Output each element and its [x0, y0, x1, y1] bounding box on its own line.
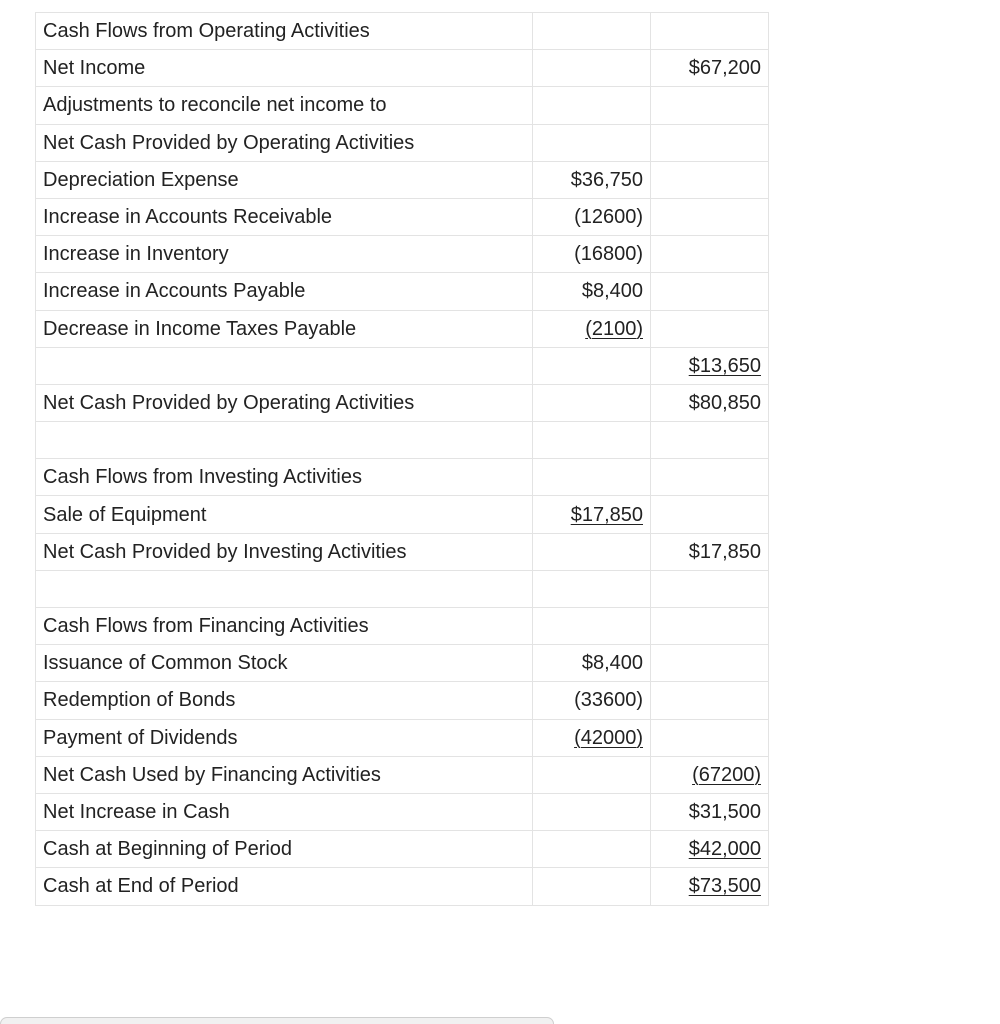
table-row [36, 756, 769, 793]
horizontal-scrollbar[interactable] [0, 1017, 554, 1024]
total-cell [651, 719, 769, 756]
row-label [36, 422, 533, 459]
table-row [36, 50, 769, 87]
row-label: Net Cash Provided by Operating Activities [36, 384, 533, 421]
row-label: Net Cash Provided by Operating Activities [36, 124, 533, 161]
total-cell [651, 87, 769, 124]
total-cell: $42,000 [651, 831, 769, 868]
total-cell [651, 310, 769, 347]
total-cell [651, 161, 769, 198]
table-row [36, 422, 769, 459]
total-cell [651, 236, 769, 273]
row-label: Adjustments to reconcile net income to [36, 87, 533, 124]
table-row [36, 161, 769, 198]
amount-cell: $36,750 [533, 161, 651, 198]
table-row [36, 645, 769, 682]
amount-cell [533, 50, 651, 87]
amount-cell [533, 459, 651, 496]
row-label: Issuance of Common Stock [36, 645, 533, 682]
amount-cell [533, 756, 651, 793]
table-row [36, 310, 769, 347]
table-row [36, 273, 769, 310]
amount-cell: (16800) [533, 236, 651, 273]
row-label: Cash Flows from Investing Activities [36, 459, 533, 496]
row-label: Redemption of Bonds [36, 682, 533, 719]
row-label: Net Cash Used by Financing Activities [36, 756, 533, 793]
amount-cell [533, 384, 651, 421]
amount-cell: $8,400 [533, 273, 651, 310]
amount-cell [533, 13, 651, 50]
total-cell [651, 459, 769, 496]
amount-cell [533, 868, 651, 905]
table-row [36, 868, 769, 905]
total-cell: $67,200 [651, 50, 769, 87]
row-label: Cash Flows from Financing Activities [36, 608, 533, 645]
table-row [36, 496, 769, 533]
row-label: Net Cash Provided by Investing Activities [36, 533, 533, 570]
amount-cell: (2100) [533, 310, 651, 347]
amount-cell [533, 793, 651, 830]
row-label: Decrease in Income Taxes Payable [36, 310, 533, 347]
row-label: Net Increase in Cash [36, 793, 533, 830]
amount-cell: (42000) [533, 719, 651, 756]
table-row [36, 570, 769, 607]
row-label: Increase in Inventory [36, 236, 533, 273]
amount-cell: (33600) [533, 682, 651, 719]
total-cell [651, 273, 769, 310]
amount-cell [533, 124, 651, 161]
total-cell [651, 682, 769, 719]
row-label [36, 347, 533, 384]
total-cell [651, 124, 769, 161]
total-cell [651, 645, 769, 682]
row-label: Increase in Accounts Receivable [36, 198, 533, 235]
amount-cell [533, 87, 651, 124]
cash-flow-statement-table [35, 12, 769, 906]
table-row [36, 87, 769, 124]
row-label [36, 570, 533, 607]
table-row [36, 533, 769, 570]
total-cell: $17,850 [651, 533, 769, 570]
amount-cell [533, 831, 651, 868]
table-row [36, 198, 769, 235]
amount-cell: $17,850 [533, 496, 651, 533]
table-row [36, 682, 769, 719]
total-cell [651, 496, 769, 533]
row-label: Increase in Accounts Payable [36, 273, 533, 310]
row-label: Cash at End of Period [36, 868, 533, 905]
total-cell: $31,500 [651, 793, 769, 830]
row-label: Sale of Equipment [36, 496, 533, 533]
amount-cell [533, 608, 651, 645]
table-row [36, 13, 769, 50]
row-label: Net Income [36, 50, 533, 87]
total-cell: $80,850 [651, 384, 769, 421]
total-cell [651, 13, 769, 50]
total-cell [651, 422, 769, 459]
row-label: Depreciation Expense [36, 161, 533, 198]
row-label: Cash at Beginning of Period [36, 831, 533, 868]
table-row [36, 384, 769, 421]
amount-cell: (12600) [533, 198, 651, 235]
table-row [36, 608, 769, 645]
amount-cell [533, 533, 651, 570]
amount-cell [533, 422, 651, 459]
row-label: Payment of Dividends [36, 719, 533, 756]
table-row [36, 793, 769, 830]
table-row [36, 459, 769, 496]
amount-cell [533, 347, 651, 384]
table-row [36, 124, 769, 161]
total-cell [651, 198, 769, 235]
table-row [36, 719, 769, 756]
total-cell [651, 570, 769, 607]
row-label: Cash Flows from Operating Activities [36, 13, 533, 50]
total-cell: $73,500 [651, 868, 769, 905]
amount-cell [533, 570, 651, 607]
total-cell: $13,650 [651, 347, 769, 384]
total-cell [651, 608, 769, 645]
table-row [36, 831, 769, 868]
table-row [36, 347, 769, 384]
table-row [36, 236, 769, 273]
amount-cell: $8,400 [533, 645, 651, 682]
total-cell: (67200) [651, 756, 769, 793]
